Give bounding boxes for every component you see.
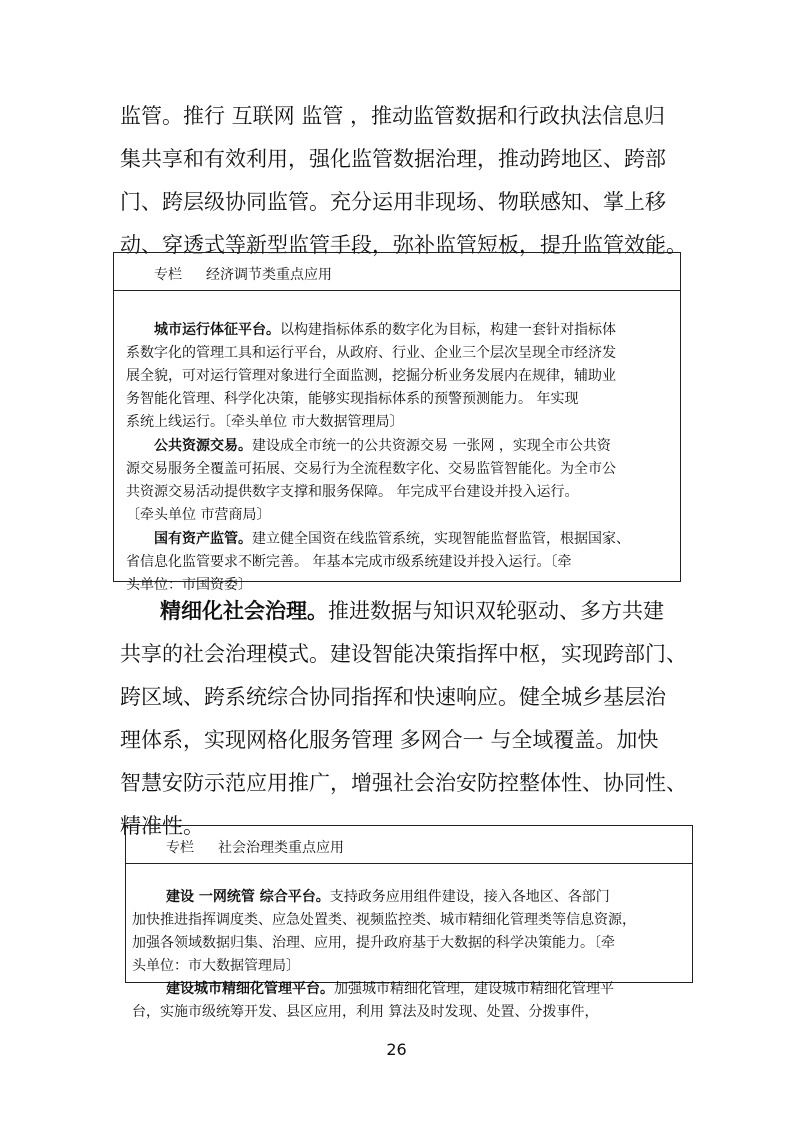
box-header bbox=[126, 826, 692, 864]
box-header-prefix: 专栏 bbox=[154, 267, 182, 283]
item-text: 台，实施市级统筹开发、县区应用，利用 算法及时发现、处置、分拨事件， bbox=[132, 1004, 599, 1020]
item-text: 头单位：市大数据管理局〕 bbox=[132, 958, 300, 974]
paragraph-line: 理体系，实现网格化服务管理 多网合一 与全域覆盖。加快 bbox=[120, 728, 659, 752]
box-header-title: 经济调节类重点应用 bbox=[206, 267, 332, 283]
paragraph-line: 共享的社会治理模式。建设智能决策指挥中枢，实现跨部门、 bbox=[120, 642, 687, 666]
item-lead: 建设城市精细化管理平台。 bbox=[166, 981, 334, 997]
paragraph-line: 动、穿透式等新型监管手段，弥补监管短板，提升监管效能。 bbox=[120, 233, 687, 257]
feature-box-social bbox=[125, 825, 693, 1020]
paragraph-line: 集共享和有效利用，强化监管数据治理，推动跨地区、跨部 bbox=[120, 147, 666, 171]
item-text: 系数字化的管理工具和运行平台，从政府、行业、企业三个层次呈现全市经济发 bbox=[126, 345, 616, 361]
paragraph-line: 推进数据与知识双轮驱动、多方共建 bbox=[328, 599, 664, 623]
item-text: 〔牵头单位 市营商局〕 bbox=[126, 507, 271, 523]
item-text: 建立健全国资在线监管系统，实现智能监督监管，根据国家、 bbox=[252, 531, 630, 547]
item-text: 加强各领域数据归集、治理、应用，提升政府基于大数据的科学决策能力。〔牵 bbox=[132, 935, 615, 951]
box-header-prefix: 专栏 bbox=[166, 840, 194, 856]
item-lead: 建设 一网统管 综合平台。 bbox=[166, 889, 330, 905]
paragraph-line: 跨区域、跨系统综合协同指挥和快速响应。健全城乡基层治 bbox=[120, 685, 666, 709]
paragraph-line: 智慧安防示范应用推广，增强社会治安防控整体性、协同性、 bbox=[120, 771, 687, 795]
item-text: 展全貌，可对运行管理对象进行全面监测，挖掘分析业务发展内在规律，辅助业 bbox=[126, 368, 616, 384]
item-lead: 国有资产监管。 bbox=[154, 531, 252, 547]
item-text: 支持政务应用组件建设，接入各地区、各部门 bbox=[329, 889, 610, 905]
page-number: 26 bbox=[386, 1040, 407, 1059]
item-lead: 公共资源交易。 bbox=[154, 438, 252, 454]
item-text: 务智能化管理、科学化决策，能够实现指标体系的预警预测能力。 年实现 bbox=[126, 391, 579, 407]
item-text: 加快推进指挥调度类、应急处置类、视频监控类、城市精细化管理类等信息资源， bbox=[132, 912, 636, 928]
paragraph-line: 门、跨层级协同监管。充分运用非现场、物联感知、掌上移 bbox=[120, 190, 666, 214]
item-text: 共资源交易活动提供数字支撑和服务保障。 年完成平台建设并投入运行。 bbox=[126, 484, 579, 500]
item-text: 头单位：市国资委〕 bbox=[126, 577, 252, 593]
item-text: 省信息化监管要求不断完善。 年基本完成市级系统建设并投入运行。〔牵 bbox=[126, 554, 572, 570]
paragraph-lead: 精细化社会治理。 bbox=[160, 598, 328, 623]
item-text: 系统上线运行。〔牵头单位 市大数据管理局〕 bbox=[126, 414, 404, 430]
box-header-title: 社会治理类重点应用 bbox=[218, 840, 344, 856]
feature-box-economic bbox=[113, 252, 681, 593]
item-text: 源交易服务全覆盖可拓展、交易行为全流程数字化、交易监管智能化。为全市公 bbox=[126, 461, 616, 477]
item-text: 以构建指标体系的数字化为目标，构建一套针对指标体 bbox=[280, 322, 616, 338]
item-text: 加强城市精细化管理，建设城市精细化管理平 bbox=[334, 981, 614, 997]
paragraph-line: 精准性。 bbox=[120, 814, 204, 838]
item-text: 建设成全市统一的公共资源交易 一张网 ，实现全市公共资 bbox=[252, 438, 611, 454]
box-header bbox=[114, 253, 680, 291]
paragraph-line: 监管。推行 互联网 监管 ，推动监管数据和行政执法信息归 bbox=[120, 104, 666, 128]
item-lead: 城市运行体征平台。 bbox=[154, 322, 280, 338]
